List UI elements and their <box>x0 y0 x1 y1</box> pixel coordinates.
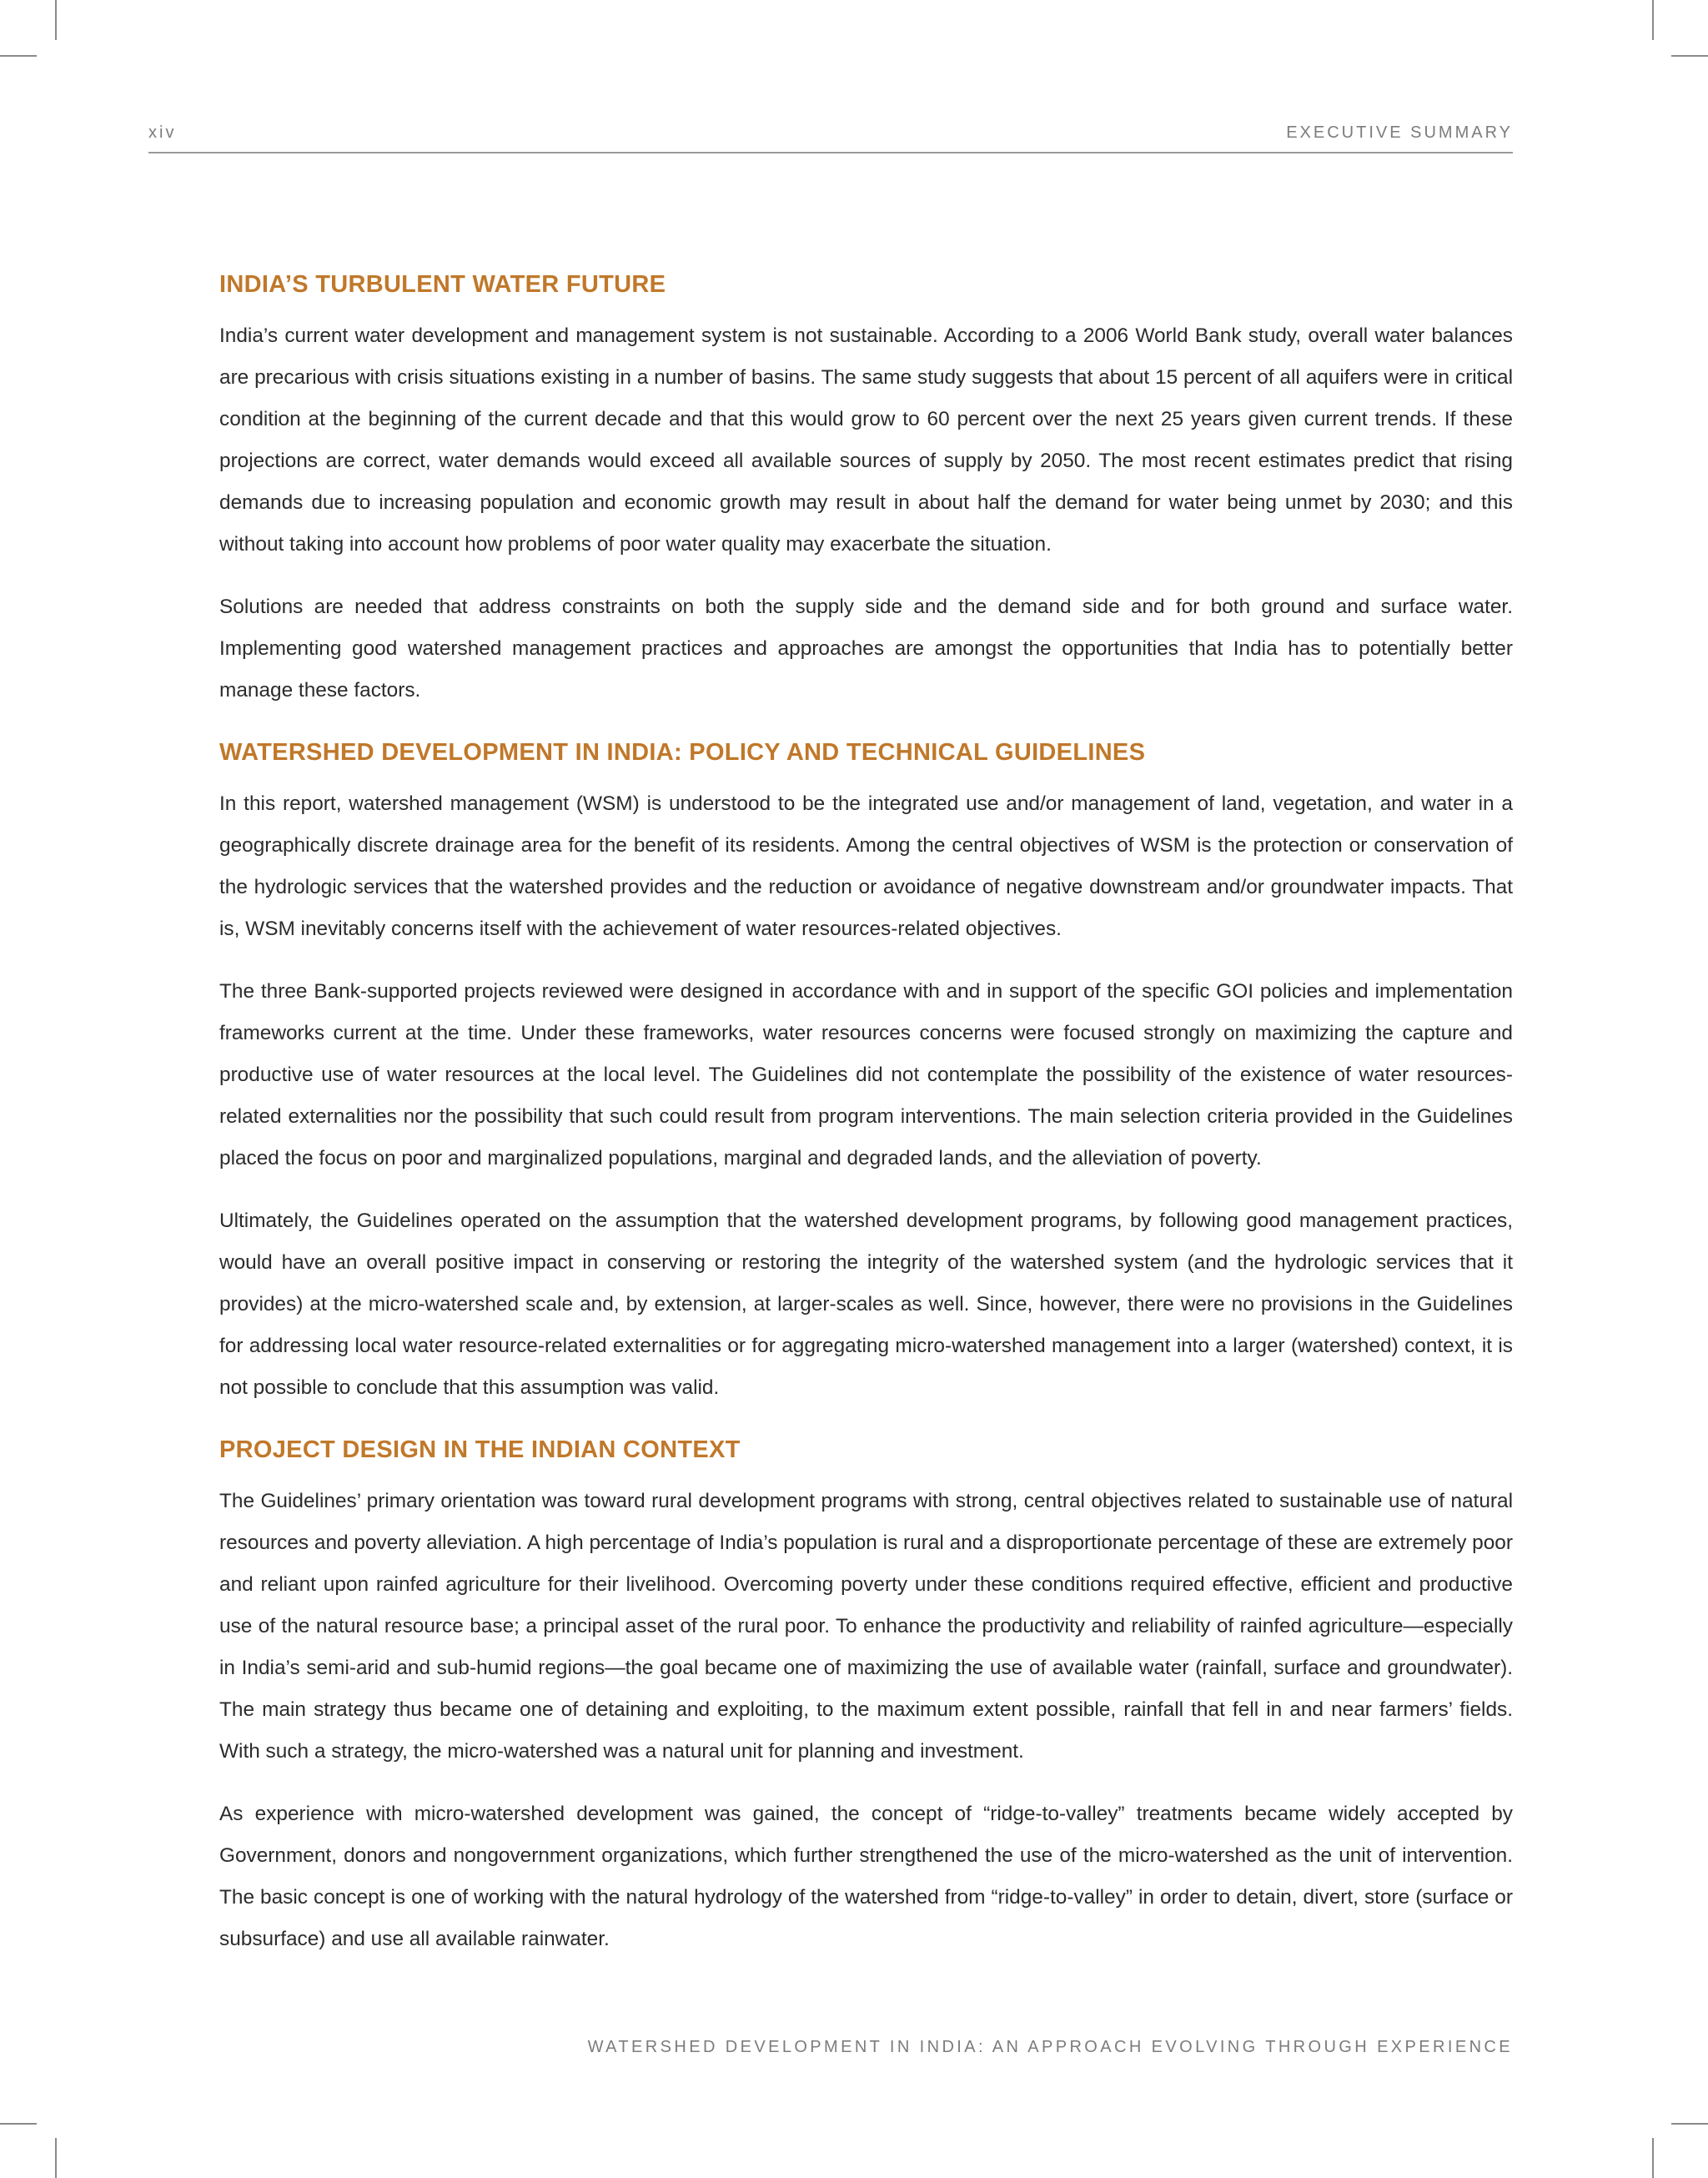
paragraph: In this report, watershed management (WSM) is understood to be the integrated use and/or management of land, vegetation, and water in a geographically discrete drainage area for the benefit of its residents. Among the central objectives of WSM is the protection or conservation of the hydrologic services that the watershed provides and the reduction or avoidance of negative downstream and/or groundwater impacts. That is, WSM inevitably concerns itself with the achievement of water resources-related objectives. <box>219 792 1513 940</box>
crop-mark-bottom-left-vertical <box>55 2138 57 2178</box>
paragraph: The Guidelines’ primary orientation was toward rural development programs with strong, central objectives related to sustainable use of natural resources and poverty alleviation. A high percentage of India’s population is rural and a disproportionate percentage of these are extremely poor and reliant upon rainfed agriculture for their livelihood. Overcoming poverty under these conditions required effective, efficient and productive use of the natural resource base; a principal asset of the rural poor. To enhance the productivity and reliability of rainfed agriculture—especially in India’s semi-arid and sub-humid regions—the goal became one of maximizing the use of available water (rainfall, surface and groundwater). The main strategy thus became one of detaining and exploiting, to the maximum extent possible, rainfall that fell in and near farmers’ fields. With such a strategy, the micro-watershed was a natural unit for planning and investment. <box>219 1490 1513 1763</box>
crop-mark-bottom-right-horizontal <box>1671 2123 1708 2125</box>
main-content <box>219 269 1513 1985</box>
paragraph: As experience with micro-watershed development was gained, the concept of “ridge-to-valley” treatments became widely accepted by Government, donors and nongovernment organizations, which further strengthened the use of the micro-watershed as the unit of intervention. The basic concept is one of working with the natural hydrology of the watershed from “ridge-to-valley” in order to detain, divert, store (surface or subsurface) and use all available rainwater. <box>219 1803 1513 1950</box>
section-heading: PROJECT DESIGN IN THE INDIAN CONTEXT <box>219 1436 741 1463</box>
section-policy-guidelines <box>219 737 1513 1409</box>
crop-mark-top-left-vertical <box>55 0 57 40</box>
paragraph: The three Bank-supported projects reviewed were designed in accordance with and in support of the specific GOI policies and implementation frameworks current at the time. Under these frameworks, water resources concerns were focused strongly on maximizing the capture and productive use of water resources at the local level. The Guidelines did not contemplate the possibility of the existence of water resources-related externalities nor the possibility that such could result from program interventions. The main selection criteria provided in the Guidelines placed the focus on poor and marginalized populations, marginal and degraded lands, and the alleviation of poverty. <box>219 980 1513 1169</box>
crop-mark-top-right-vertical <box>1652 0 1654 40</box>
section-heading: INDIA’S TURBULENT WATER FUTURE <box>219 271 666 298</box>
crop-mark-top-left-horizontal <box>0 55 37 57</box>
paragraph: Solutions are needed that address constraints on both the supply side and the demand side and for both ground and surface water. Implementing good watershed management practices and approaches are amongst the opportunities that India has to potentially better manage these factors. <box>219 596 1513 702</box>
crop-mark-bottom-left-horizontal <box>0 2123 37 2125</box>
section-project-design <box>219 1434 1513 1960</box>
section-water-future <box>219 269 1513 712</box>
page-number: xiv <box>148 123 177 142</box>
crop-mark-bottom-right-vertical <box>1652 2138 1654 2178</box>
paragraph: Ultimately, the Guidelines operated on the assumption that the watershed development programs, by following good management practices, would have an overall positive impact in conserving or restoring the integrity of the watershed system (and the hydrologic services that it provides) at the micro-watershed scale and, by extension, at larger-scales as well. Since, however, there were no provisions in the Guidelines for addressing local water resource-related externalities or for aggregating micro-watershed management into a larger (watershed) context, it is not possible to conclude that this assumption was valid. <box>219 1210 1513 1399</box>
crop-mark-top-right-horizontal <box>1671 55 1708 57</box>
section-heading: WATERSHED DEVELOPMENT IN INDIA: POLICY AND TECHNICAL GUIDELINES <box>219 739 1146 766</box>
running-head <box>148 123 1513 153</box>
running-head-section: EXECUTIVE SUMMARY <box>1286 123 1513 142</box>
paragraph: India’s current water development and management system is not sustainable. According to a 2006 World Bank study, overall water balances are precarious with crisis situations existing in a number of basins. The same study suggests that about 15 percent of all aquifers were in critical condition at the beginning of the current decade and that this would grow to 60 percent over the next 25 years given current trends. If these projections are correct, water demands would exceed all available sources of supply by 2050. The most recent estimates predict that rising demands due to increasing population and economic growth may result in about half the demand for water being unmet by 2030; and this without taking into account how problems of poor water quality may exacerbate the situation. <box>219 324 1513 556</box>
running-footer: WATERSHED DEVELOPMENT IN INDIA: AN APPROACH EVOLVING THROUGH EXPERIENCE <box>587 2038 1513 2056</box>
